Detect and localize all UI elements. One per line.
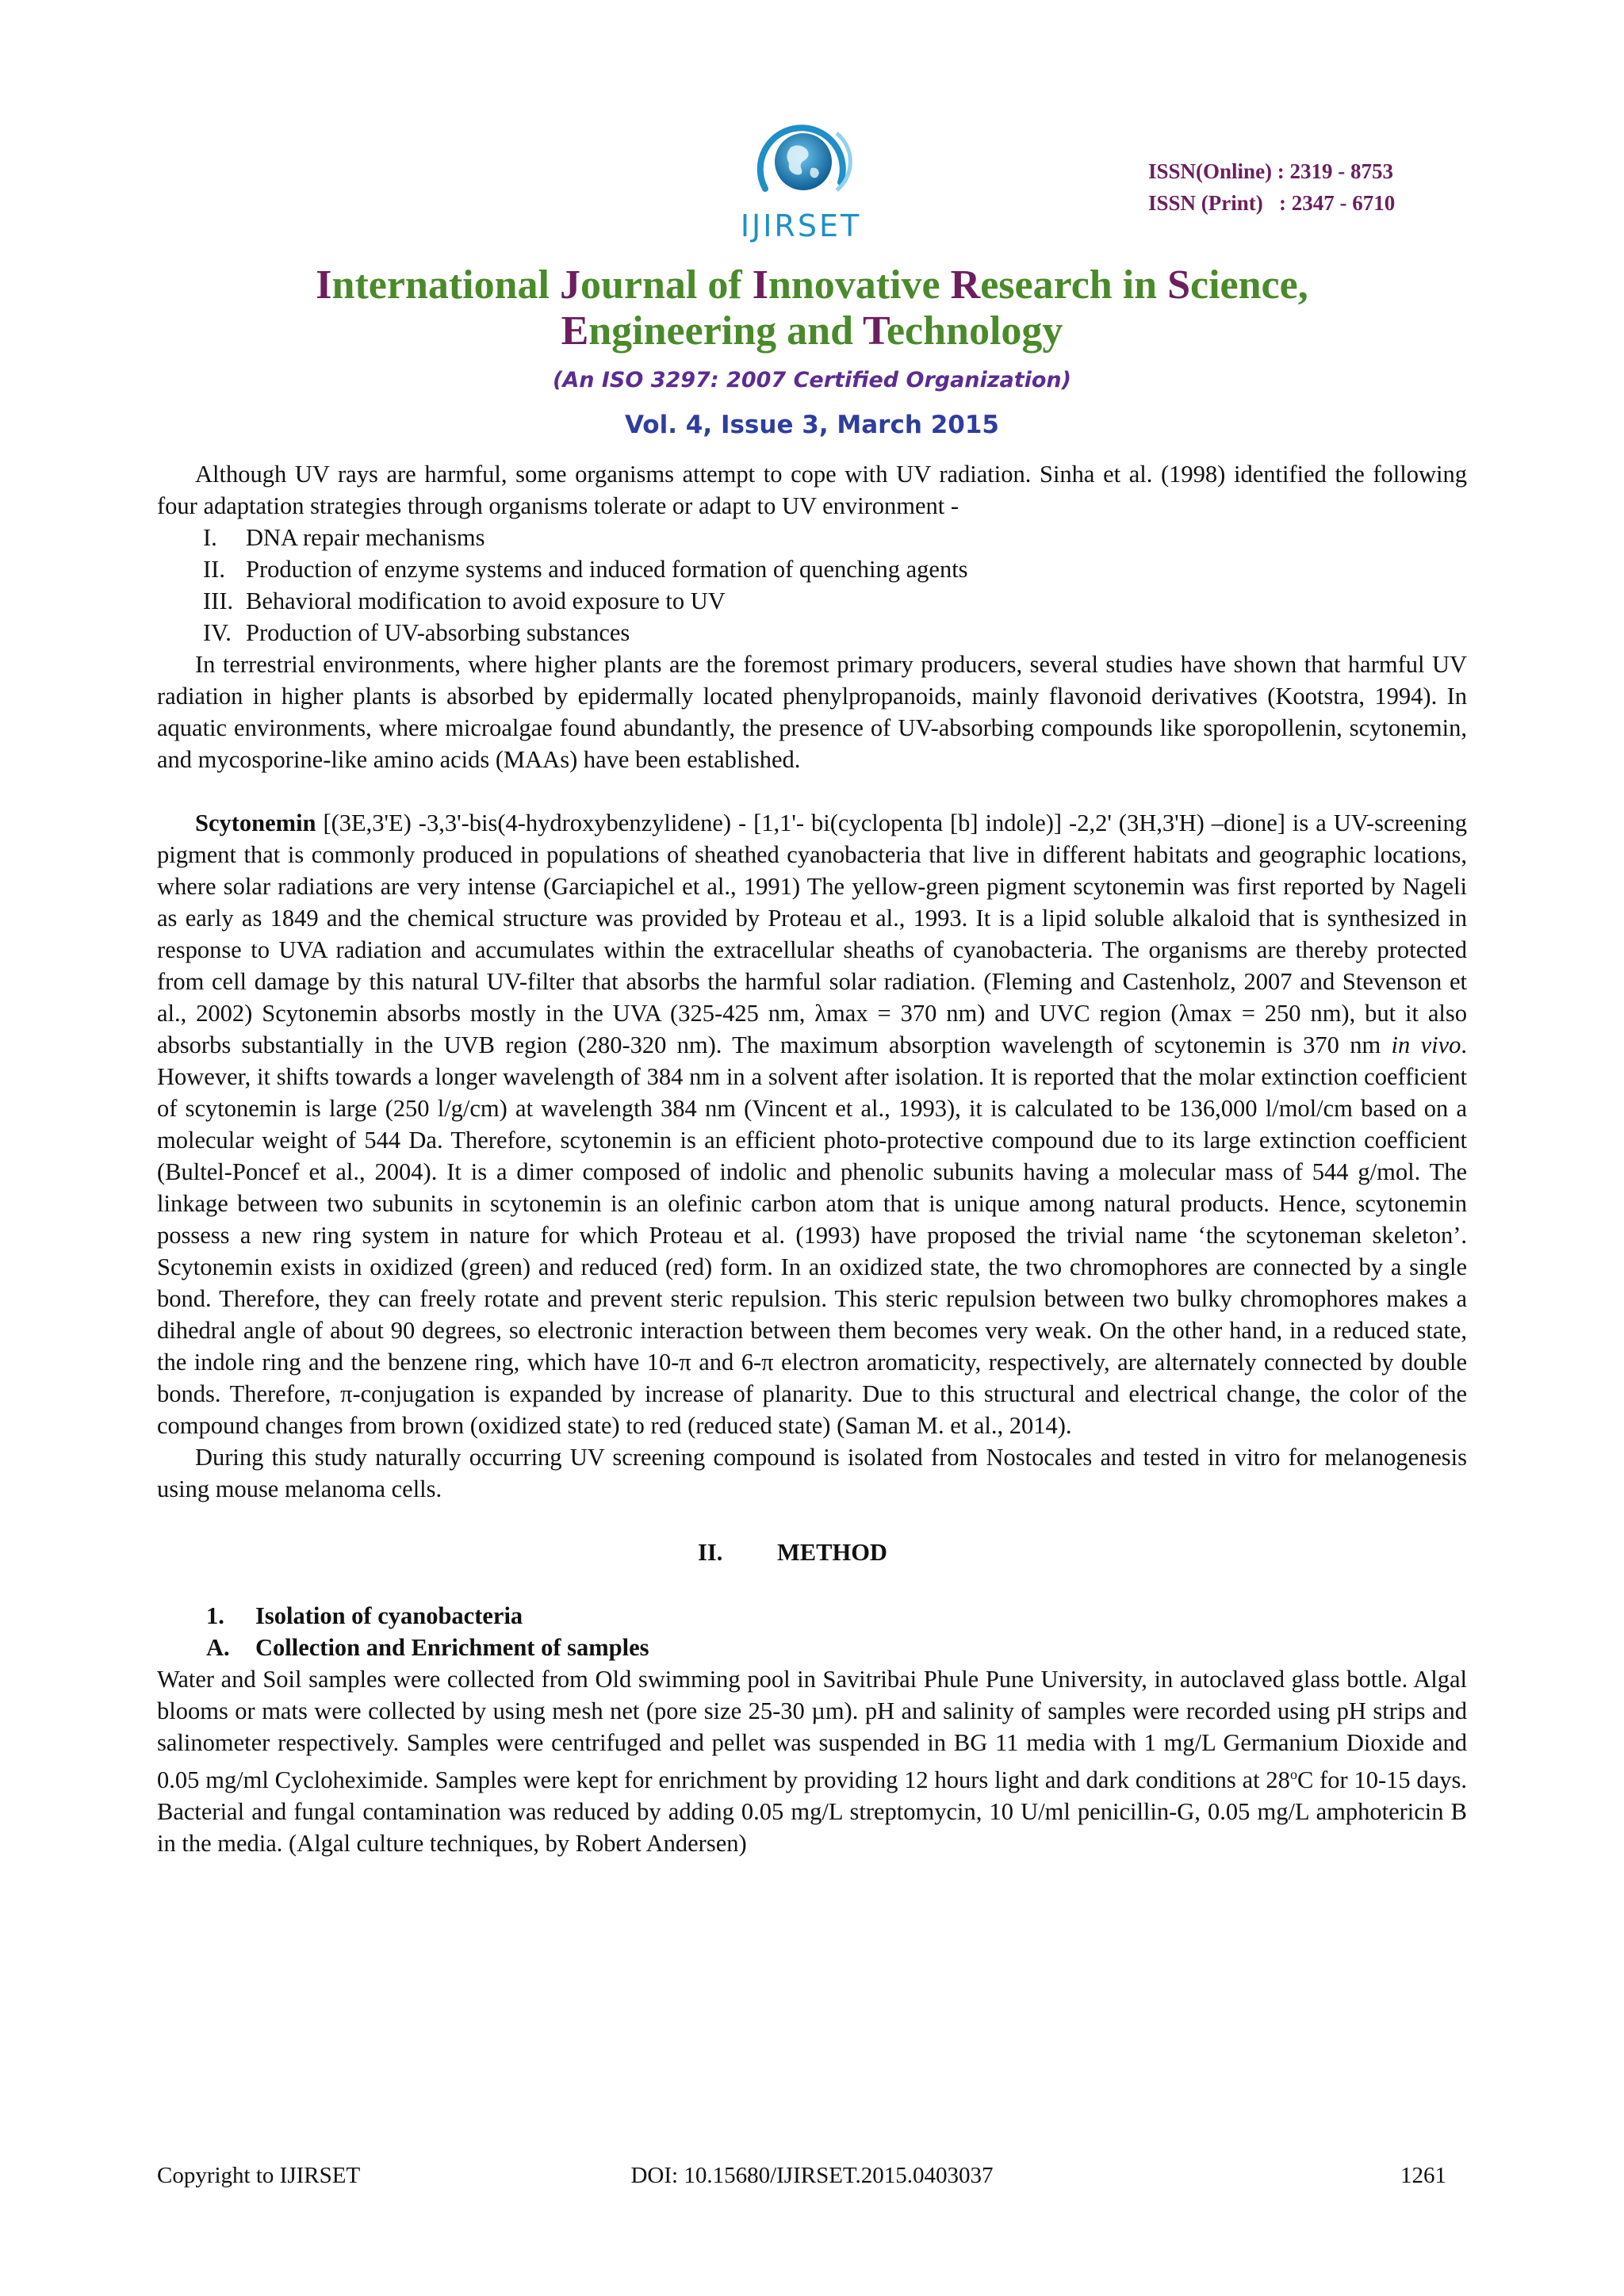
footer-doi: DOI: 10.15680/IJIRSET.2015.0403037 bbox=[630, 2163, 994, 2188]
footer-copyright: Copyright to IJIRSET bbox=[157, 2163, 361, 2188]
issn-print: ISSN (Print) : 2347 - 6710 bbox=[1148, 191, 1396, 215]
certified-organization: (An ISO 3297: 2007 Certified Organization) bbox=[553, 368, 1071, 392]
journal-logo bbox=[718, 95, 884, 246]
issn-block bbox=[1148, 155, 1395, 219]
section-heading: II. METHOD bbox=[698, 1539, 887, 1566]
list-item: I. DNA repair mechanisms bbox=[203, 524, 485, 551]
journal-title-line-2: Engineering and Technology bbox=[561, 308, 1063, 354]
scytonemin-paragraph: Scytonemin [(3E,3'E) -3,3'-bis(4-hydroxybenzylidene) - [1,1'- bi(cyclopenta [b] indole)] -2,2' (3H,3'H) –dione] is a UV-screening pigment that is commonly produced in populations of sheathed cyanobacteria that live in different habitats and geographic locations, where solar radiations are very intense (Garciapichel et al., 1991) The yellow-green pigment scytonemin was first reported by Nageli as early as 1849 and the chemical structure was provided by Proteau et al., 1993. It is a lipid soluble alkaloid that is synthesized in response to UVA radiation and accumulates within the extracellular sheaths of cyanobacteria. The organisms are thereby protected from cell damage by this natural UV-filter that absorbs the harmful solar radiation. (Fleming and Castenholz, 2007 and Stevenson et al., 2002) Scytonemin absorbs mostly in the UVA (325-425 nm, λmax = 370 nm) and UVC region (λmax = 250 nm), but it also absorbs substantially in the UVB region (280-320 nm). The maximum absorption wavelength of scytonemin is 370 nm in vivo. However, it shifts towards a longer wavelength of 384 nm in a solvent after isolation. It is reported that the molar extinction coefficient of scytonemin is large (250 l/g/cm) at wavelength 384 nm (Vincent et al., 1993), it is calculated to be 136,000 l/mol/cm based on a molecular weight of 544 Da. Therefore, scytonemin is an efficient photo-protective compound due to its large extinction coefficient (Bultel-Poncef et al., 2004). It is a dimer composed of indolic and phenolic subunits having a molecular mass of 544 g/mol. The linkage between two subunits in scytonemin is an olefinic carbon atom that is unique among natural products. Hence, scytonemin possess a new ring system in nature for which Proteau et al. (1993) have proposed the trivial name ‘the scytoneman skeleton’. Scytonemin exists in oxidized (green) and reduced (red) form. In an oxidized state, the two chromophores are connected by a single bond. Therefore, they can freely rotate and prevent steric repulsion. This steric repulsion between two bulky chromophores makes a dihedral angle of about 90 degrees, so electronic interaction between them becomes very weak. On the other hand, in a reduced state, the indole ring and the benzene ring, which have 10-π and 6-π electron aromaticity, respectively, are alternately connected by double bonds. Therefore, π-conjugation is expanded by increase of planarity. Due to this structural and electrical change, the color of the compound changes from brown (oxidized state) to red (reduced state) (Saman M. et al., 2014). bbox=[157, 809, 1467, 1439]
volume-issue: Vol. 4, Issue 3, March 2015 bbox=[625, 411, 999, 439]
terrestrial-paragraph: In terrestrial environments, where higher plants are the foremost primary producers, several studies have shown that harmful UV radiation in higher plants is absorbed by epidermally located phenylpropanoids, mainly flavonoid derivatives (Kootstra, 1994). In aquatic environments, where microalgae found abundantly, the presence of UV-absorbing compounds like sporopollenin, scytonemin, and mycosporine-like amino acids (MAAs) have been established. bbox=[157, 651, 1467, 773]
svg-text:IJIRSET: IJIRSET bbox=[740, 209, 862, 243]
journal-title-line-1: International Journal of Innovative Research in Science, bbox=[316, 262, 1308, 308]
issn-online: ISSN(Online) : 2319 - 8753 bbox=[1148, 159, 1394, 183]
globe-logo-icon bbox=[718, 95, 884, 246]
list-item: IV. Production of UV-absorbing substances bbox=[203, 619, 630, 646]
strategy-list bbox=[157, 522, 1467, 649]
footer-page-number: 1261 bbox=[1400, 2163, 1446, 2188]
subheading-1: 1. Isolation of cyanobacteria bbox=[206, 1602, 523, 1629]
list-item: III. Behavioral modification to avoid exposure to UV bbox=[203, 587, 726, 614]
intro-paragraph: Although UV rays are harmful, some organisms attempt to cope with UV radiation. Sinha et al. (1998) identified the following four adaptation strategies through organisms tolerate or adapt to UV environment - bbox=[157, 461, 1467, 519]
study-paragraph: During this study naturally occurring UV screening compound is isolated from Nostocales and tested in vitro for melanogenesis using mouse melanoma cells. bbox=[157, 1444, 1467, 1502]
list-item: II. Production of enzyme systems and induced formation of quenching agents bbox=[203, 556, 968, 583]
method-paragraph: Water and Soil samples were collected from Old swimming pool in Savitribai Phule Pune University, in autoclaved glass bottle. Algal blooms or mats were collected by using mesh net (pore size 25-30 µm). pH and salinity of samples were recorded using pH strips and salinometer respectively. Samples were centrifuged and pellet was suspended in BG 11 media with 1 mg/L Germanium Dioxide and 0.05 mg/ml Cycloheximide. Samples were kept for enrichment by providing 12 hours light and dark conditions at 28$^o$C for 10-15 days. Bacterial and fungal contamination was reduced by adding 0.05 mg/L streptomycin, 10 U/ml penicillin-G, 0.05 mg/L amphotericin B in the media. (Algal culture techniques, by Robert Andersen) bbox=[157, 1666, 1467, 1858]
article-body bbox=[157, 458, 1467, 1859]
subheading-a: A. Collection and Enrichment of samples bbox=[206, 1634, 649, 1661]
